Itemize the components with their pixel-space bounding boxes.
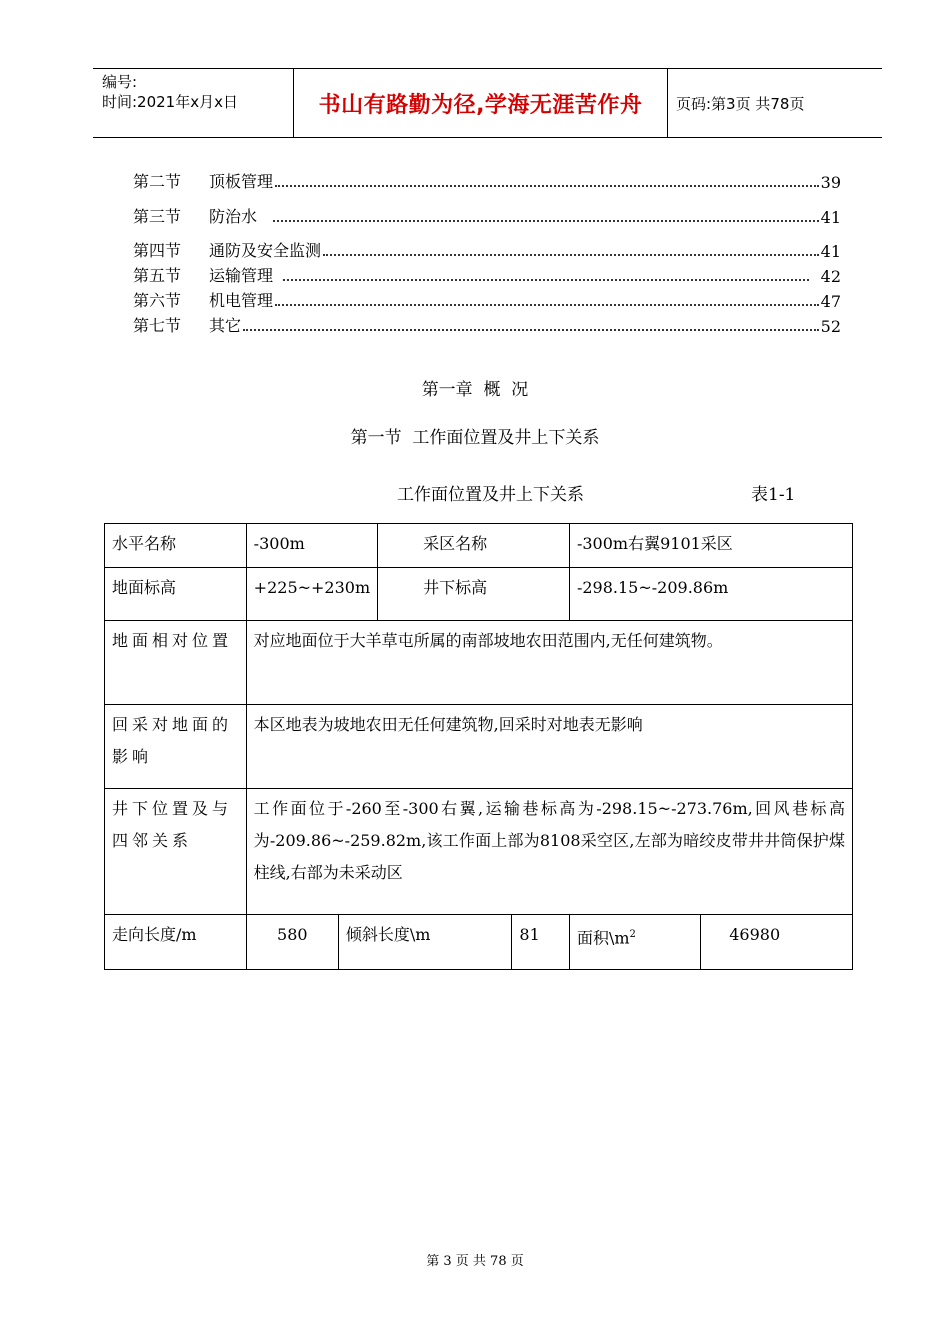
toc-section: 第七节	[133, 316, 182, 335]
strike-length-value: 580	[246, 915, 338, 970]
area-label: 面积\m	[576, 928, 630, 948]
ground-elevation-label: 地面标高	[105, 568, 247, 621]
area-unit-exponent: 2	[629, 929, 636, 940]
area-value: 46980	[701, 915, 853, 970]
toc-page: 47	[820, 292, 841, 311]
mining-area-value: -300m右翼9101采区	[569, 524, 852, 568]
table-caption-number: 表1-1	[751, 485, 796, 505]
section-title: 第一节 工作面位置及井上下关系	[350, 428, 600, 448]
mining-area-label: 采区名称	[378, 524, 570, 568]
toc-leader	[275, 304, 819, 306]
toc-title: 其它	[209, 316, 242, 335]
toc-entry[interactable]	[133, 314, 841, 336]
page-header	[93, 68, 882, 138]
toc-title: 通防及安全监测	[209, 241, 322, 260]
level-name-value: -300m	[246, 524, 377, 568]
position-table	[104, 523, 853, 970]
toc-page: 41	[820, 242, 841, 261]
underground-relation-value: 工作面位于-260至-300右翼,运输巷标高为-298.15~-273.76m,回风巷标高为-209.86~-259.82m,该工作面上部为8108采空区,左部为暗绞皮带井井筒保护煤柱线,右部为未采动区	[246, 789, 852, 915]
toc-title: 机电管理	[209, 291, 274, 310]
time-label: 时间:2021年x月x日	[102, 93, 238, 111]
toc-entry[interactable]	[133, 239, 841, 261]
dip-length-label: 倾斜长度\m	[338, 915, 512, 970]
mining-impact-value: 本区地表为坡地农田无任何建筑物,回采时对地表无影响	[246, 705, 852, 789]
toc-title: 防治水	[209, 207, 258, 226]
toc-title: 运输管理	[209, 266, 274, 285]
toc-entry[interactable]	[133, 264, 841, 286]
ground-elevation-value: +225~+230m	[246, 568, 377, 621]
dip-length-value: 81	[512, 915, 570, 970]
header-page-info: 页码:第3页 共78页	[676, 94, 805, 113]
header-motto: 书山有路勤为径,学海无涯苦作舟	[293, 69, 668, 137]
toc-title: 顶板管理	[209, 172, 274, 191]
chapter-title: 第一章 概 况	[421, 380, 529, 400]
mining-impact-label: 回采对地面的影响	[105, 705, 247, 789]
toc-page: 42	[820, 267, 841, 286]
underground-relation-label: 井下位置及与四邻关系	[105, 789, 247, 915]
area-label-cell	[569, 915, 700, 970]
toc-section: 第四节	[133, 241, 182, 260]
toc-entry[interactable]	[133, 289, 841, 311]
toc-page: 39	[820, 173, 841, 192]
toc-leader	[273, 220, 819, 222]
toc-section: 第六节	[133, 291, 182, 310]
surface-position-value: 对应地面位于大羊草屯所属的南部坡地农田范围内,无任何建筑物。	[246, 621, 852, 705]
toc-leader	[275, 185, 819, 187]
underground-elevation-value: -298.15~-209.86m	[569, 568, 852, 621]
toc-entry[interactable]	[133, 205, 841, 227]
toc-leader	[243, 329, 819, 331]
toc-entry[interactable]	[133, 170, 841, 192]
page-footer: 第 3 页 共 78 页	[426, 1254, 524, 1269]
level-name-label: 水平名称	[105, 524, 247, 568]
underground-elevation-label: 井下标高	[378, 568, 570, 621]
table-caption-title: 工作面位置及井上下关系	[397, 485, 584, 505]
toc-section: 第五节	[133, 266, 182, 285]
strike-length-label: 走向长度/m	[105, 915, 247, 970]
number-label: 编号:	[102, 73, 138, 91]
toc-section: 第三节	[133, 207, 182, 226]
toc-leader	[283, 279, 809, 281]
header-meta	[93, 69, 293, 137]
toc-section: 第二节	[133, 172, 182, 191]
toc-page: 41	[820, 208, 841, 227]
toc-leader	[323, 254, 819, 256]
toc-page: 52	[820, 317, 841, 336]
surface-position-label: 地面相对位置	[105, 621, 247, 705]
